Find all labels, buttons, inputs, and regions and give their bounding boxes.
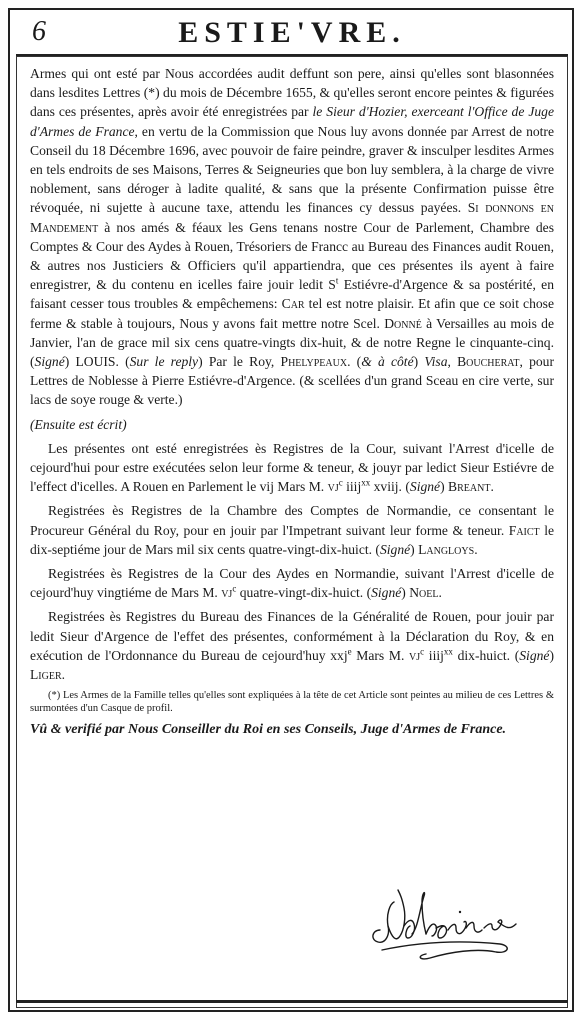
paragraph-parlement-registration: Les présentes ont esté enregistrées ès Registres de la Cour, suivant l'Arrest d'icelle de cejourd'hui pour estre exécutées selon leur forme & teneur, & jouyr par ledict Sieur Estiévre de l'effect d'icelles. A Rouen en Parlement le vij Mars M. $vj^c$ iiij$^{xx}$ xviij. (Signé) Breant. <box>30 440 554 495</box>
document-body <box>30 64 554 745</box>
certification-line: Vû & verifié par Nous Conseiller du Roi en ses Conseils, Juge d'Armes de France. <box>30 722 507 738</box>
dhozier-signature <box>360 868 530 968</box>
ensuite-label: (Ensuite est écrit) <box>30 416 127 432</box>
bottom-rule <box>16 1000 568 1003</box>
footnote: (*) Les Armes de la Famille telles qu'elles sont expliquées à la tête de cet Article sont peintes au milieu de ces Lettres & surmontées d'un Casque de profil. <box>30 690 554 715</box>
paragraph-bureau-finances-registration: Registrées ès Registres du Bureau des Finances de la Généralité de Rouen, pour jouir par ledit Sieur d'Argence de l'effet des présentes, conformément à la Déclaration du Roy, & en exécution de l'Ordonnance du Bureau de cejourd'huy xxj$^e$ Mars M. $vj^c$ iiij$^{xx}$ dix-huict. (Signé) Liger. <box>30 609 554 683</box>
running-title: ESTIE'VRE. <box>178 16 406 49</box>
paragraph-letters-patent: Armes qui ont esté par Nous accordées audit deffunt son pere, ainsi qu'elles sont blasonnées dans lesdites Lettres (*) du mois de Décembre 1655, & qu'elles seront encore peintes & figurées dans ces présentes, après avoir été enregistrées par le Sieur d'Hozier, exerceant l'Office de Juge d'Armes de France, en vertu de la Commission que Nous luy avons donnée par Arrest de notre Conseil du 18 Décembre 1696, avec pouvoir de faire peindre, graver & insculper lesdites Armes en tels endroits de ses Maisons, Terres & Seigneuries que bon luy semblera, à la charge de vivre noblement, sans déroger à ladite qualité, & sans que la présente Confirmation puisse être révoquée, ni sujette à aucune taxe, attendu les finances cy dessus payées. Si donnons en Mandement à nos amés & féaux les Gens tenans nostre Cour de Parlement, Chambre des Comptes & Cour des Aydes à Rouen, Trésoriers de Francc au Bureau des Finances audit Rouen, & autres nos Justiciers & Officiers qu'il appartiendra, que ces présentes ils ayent à faire enregistrer, & du contenu en icelles faire jouir ledit $S^t$ Estiévre-d'Argence & sa postérité, en faisant cesser tous troubles & empêchemens: Car tel est notre plaisir. Et afin que ce soit chose ferme & stable à toujours, Nous y avons fait mettre notre Scel. Donné à Versailles au mois de Janvier, l'an de grace mil six cens quatre-vingts dix-huit, & de notre Regne le cinquante-cinq. (Signé) LOUIS. (Sur le reply) Par le Roy, Phelypeaux. (& à côté) Visa, Boucherat, pour Lettres de Noblesse à Pierre Estiévre-d'Argence. (& scellées d'un grand Sceau en cire verte, sur lacs de soye rouge & verte.) <box>30 66 555 408</box>
page-header <box>28 16 556 52</box>
page-number: 6 <box>32 16 46 47</box>
paragraph-chambre-comptes-registration: Registrées ès Registres de la Chambre des Comptes de Normandie, ce consentant le Procureur Général du Roy, pour en jouir par l'Impetrant suivant leur forme & teneur. Faict le dix-septiéme jour de Mars mil six cents quatre-vingt-dix-huict. (Signé) Langloys. <box>30 503 555 557</box>
paragraph-cour-aydes-registration: Registrées ès Registres de la Cour des Aydes en Normandie, suivant l'Arrest d'icelle de cejourd'huy vingtiéme de Mars M. $vj^c$ quatre-vingt-dix-huict. (Signé) Noel. <box>30 566 554 601</box>
